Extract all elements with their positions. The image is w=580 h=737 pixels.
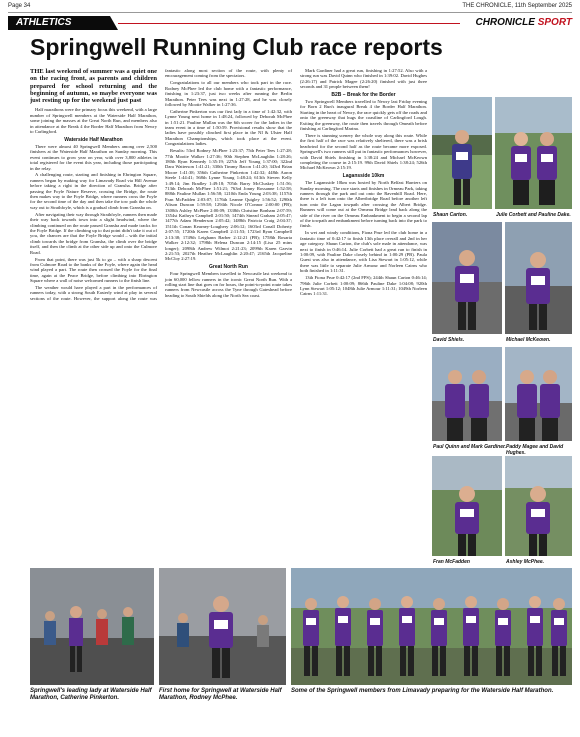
photo-ashley-mcphee xyxy=(505,456,572,556)
caption-paddy-david: Paddy Magee and David Hughes. xyxy=(506,444,564,456)
photo-group xyxy=(291,568,572,685)
caption-julie-pauline: Julie Corbett and Pauline Dake. xyxy=(496,212,571,218)
article-paragraph: There were almost 40 Springwell Members among over 2,500 finishers at the Waterside Half Marathon on Sunday morning. This event continues to grow year on year, with over 3,800 athletes in total registered for the event this year, including those participating in the relay. xyxy=(30,143,157,171)
photo-fran-mcfadden xyxy=(432,456,502,556)
photo-paddy-david xyxy=(505,347,572,441)
article-paragraph: In wet and windy conditions, Fiona Prue led the club home in a fantastic time of 0:42:17 to finish 13th place overall and 2nd in her age category. Shaun Carton, the club's sole male in attendance, was next to finish in 0:46:14. Julie Corbett had a great run to finish in 1:00:09, with Pauline Dake closely behind in 1:00:29 (PB). Paula Guest was also in attendance, with Lisa Stewart in 1:05:12, while there was little to separate Julie Armour and Norleen Cairns who both finished in 1:11:31. xyxy=(300,230,427,274)
results-paragraph: 13th Fiona Prue 0:42:17 (2nd FPS); 244th Shaun Carton 0:46:14; 796th Julie Corbett 1:00:09; 866th Pauline Dake 1:04:08; 920th Lynn Stewart 1:05:12; 1048th Julie Armour 1:11:31; 1049th Norleen Cairns 1:11:31. xyxy=(300,275,427,297)
article-paragraph: Half marathons were the primary focus this weekend, with a large number of Springwell members at the Waterside Half Marathon, some joining the masses at the Great North Run, and members also in attendance at the Break 4 the Border Half Marathon from Newry to Carlingford. xyxy=(30,107,157,135)
results-paragraph: Results: 53rd Rodney McPhee 1:23:37; 75th Peter Tees 1:27:28; 77th Mootie Walker 1:27:36; 90th Stephen McLaughlin 1:28:26; 180th Ryan Kennedy 1:35:19; 227th Jeff Young 1:37:00; 322nd Dara Watterson 1:41:21; 330th Timmy Bacon 1:41:20; 343rd Brian Moore 1:41:38; 356th Catherine Pinkerton 1:42:32; 448th Aaron Steele 1:44:41; 568th Lynne Young 1:48:24; 613th Steven Kelly 1:49:14; Jim Bradley 1:49:18; 705th Barry McCluskey 1:51:56; 713th Deborah McPhee 1:51:21; 763rd Jonny Rossanne 1:52:58; 888th Pauline Mullan 1:56:58; 1210th Enda Young 2:03:38; 1157th Fran McFadden 2:03:07; 1176th Leanne Quigley 1:56:52; 1290th Alison Duncan 1:59:58; 1294th Nicole O'Connor 2:00:00 (PB); 1300th Ashley McPhee 2:00:09; 1338th Christine Bonham 2:07:59; 1354st Kathryn Campbell 2:01:50; 1474th Sinead Graham 2:05:47; 1477th Adam Henderson 2:05:42; 1488th Patricia Craig 2:04:37; 1511th Conan Kearney-Loughery 2:06:12; 1603rd Conall Doherty 2:07:55; 1720th Karen Campbell 2:11:53; 1723rd Ryan Campbell 2:13:38; 1749th Leighann Barber 2:12:21 (PB); 1758th Rosaria Walker 2:12:32; 1798th Helena Duncan 2:14:15 (Lisa 25 mins longer); 2098th Andrew Wilmot 2:21:23; 2099th Karen Garvin 2:21:53; 2027th Heather McLaughlin 2:20:47; 2165th Jacqueline McCloy 2:27:19. xyxy=(165,148,292,262)
brand-accent: SPORT xyxy=(537,17,572,28)
article-paragraph: Two Springwell Members travelled to Newry last Friday evening for Born 2 Run's inaugural Break 4 the Border Half Marathon. Starting in the heart of Newry, the race quickly gets off the roads and onto the greenway that hugs the coastline of Carlingford Lough. Exiting the greenway, the route then travels through Omeath before finishing at Carlingford Marina. xyxy=(300,99,427,132)
article-paragraph: The weather would have played a part in the performances of runners today, with a strong South Easterly wind at play in several sections of the route. However, the support along the route was fantastic along most section of the route, with plenty of encouragement coming from the spectators. xyxy=(30,68,292,301)
article-body xyxy=(30,68,427,588)
brand-rule xyxy=(118,23,460,24)
subhead-lagansside: Lagansside 10km xyxy=(342,172,385,179)
photo-michael-mckeown xyxy=(505,222,572,334)
photo-catherine-pinkerton xyxy=(30,568,154,685)
photo-shaun-carton xyxy=(432,97,492,209)
caption-fran: Fran McFadden xyxy=(433,559,470,565)
caption-first-home: First home for Springwell at Waterside Half Marathon, Rodney McPhee. xyxy=(159,688,282,701)
caption-david-shiels: David Shiels. xyxy=(433,337,465,343)
photo-david-shiels xyxy=(432,222,502,334)
folio-rule xyxy=(8,12,572,13)
brand-logo xyxy=(475,16,572,30)
subhead-b2b: B2B – Break for the Border xyxy=(331,91,396,98)
article-paragraph: After navigating their way through Strathfoyle, runners then made their way back towards town into a slight headwind, where the climbing continued on the route passed Gransha and made tracks for the Foyle Bridge. If the climbing up to that point didn't take it out of you, the chances are that the Foyle Bridge would – with the initial climb towards the bridge from Gransha, the climb over the bridge itself, and then the climb at the other side up and onto the Culmore Road. xyxy=(30,211,157,255)
caption-paul-mark: Paul Quinn and Mark Gardiner. xyxy=(433,444,507,450)
page-number: Page 34 xyxy=(8,3,31,9)
photo-rodney-mcphee xyxy=(159,568,286,685)
subhead-waterside: Waterside Half Marathon xyxy=(64,136,123,143)
caption-shaun: Shaun Carton. xyxy=(433,212,468,218)
article-lead: THE last weekend of summer was a quiet one on the racing front, as parents and children prepared for school returning and the beginning of autumn, so maybe everyone was just resting up for the weekend just past xyxy=(30,68,157,105)
photo-paul-mark xyxy=(432,347,502,441)
headline: Springwell Running Club race reports xyxy=(30,34,443,60)
section-label: ATHLETICS xyxy=(8,16,110,30)
caption-michael: Michael McKeown. xyxy=(506,337,551,343)
article-paragraph: Four Springwell Members travelled to Newcastle last weekend to join 60,000 fellow runners in the iconic Great North Run. With a rolling start line that goes on for hours, the point-to-point route takes runners from Newcastle across the Tyne through Gateshead before heading to South Shields along the North Sea coast. xyxy=(165,271,292,298)
caption-leading-lady: Springwell's leading lady at Waterside Half Marathon, Catherine Pinkerton. xyxy=(30,688,152,701)
article-paragraph: Mark Gardiner had a great run, finishing in 1:27:52. Also with a strong run was David Quinn who finished in 1:39:02. David Hughes (2:26:17) and Patrick Magee (2:26:20) finished with just three seconds and 31 people between them! xyxy=(300,68,427,90)
article-paragraph: A challenging route, starting and finishing in Ebrington Square, runners began by making way for Limavady Road via Hill Avenue before taking a right in the direction of Gransha. Bridge after passing the Foyle Nature Reserve, crossing the Bridge, the route then makes way to the Foyle Bridge, where runners cross the Foyle for the second time of the day and then take the tow path the whole way out to Strathfoyle, which is a gradual climb from Gransha on. xyxy=(30,172,157,210)
subhead-great-north-run: Great North Run xyxy=(209,263,248,270)
caption-group: Some of the Springwell members from Limavady preparing for the Waterside Half Marathon. xyxy=(291,688,554,694)
article-paragraph: The Lagansside 10km was hosted by North Belfast Harriers on Sunday morning. The race starts and finishes in Ormeau Park, taking runners through the park and out onto the Ravenhill Road. Here, there is a left turn onto the Albertbridge Road before another left turn onto the Lagan towpath after crossing the Albert Bridge. Runners will come out at the Ormeau Bridge lead back along the side of the river on the Ormeau Embankment to begin a second lap of the towpath and embankment before turning back into the park to finish. xyxy=(300,180,427,229)
paper-date: THE CHRONICLE, 11th September 2025 xyxy=(462,3,572,9)
article-paragraph: Congratulations to all our members who took part in the race. Rodney McPhee led the club home with a fantastic performance, finishing in 1:23:37, just two weeks after running the Berlin Marathon. Peter Tees was next in 1:27:28, and he was closely followed by Mootie Walker in 1:27:36. xyxy=(165,80,292,107)
article-paragraph: Catherine Pinkerton was our first lady in a time of 1:42:32, with Lynne Young next home in 1:48:24, followed by Deborah McPhee in 1:51:21. Pauline Mullan was the 6th scorer for the ladies in the team event in a time of 1:50:59. Provisional results show that the ladies have possibly clinched first place in the NI & Ulster Half Marathon Championships, which took place at the event. Congratulations ladies. xyxy=(165,108,292,147)
article-paragraph: There is stunning scenery the whole way along this route. While the first half of the race was relatively sheltered, there was a brisk headwind for the second half as the route became more exposed. Springwell's two runners still put in fantastic performances however, with David Shiels finishing in 1:38:24 and Michael McKeown completing the course in 2:15:19. 99th David Shiels 1:38:24; 526th Michael McKeown 2:15:19. xyxy=(300,132,427,171)
article-paragraph: From that point, there was just 5k to go – with a sharp descent from Culmore Road to the banks of the Foyle, where again the head wind played a part. The route then crossed the Foyle for the final time, again at the Peace Bridge, before climbing into Ebrington Square where a wall of noise welcomed runners to the finish line. xyxy=(30,256,157,284)
caption-ashley: Ashley McPhee. xyxy=(506,559,545,565)
photo-julie-pauline xyxy=(495,97,572,209)
brand-name: CHRONICLE xyxy=(475,17,535,28)
